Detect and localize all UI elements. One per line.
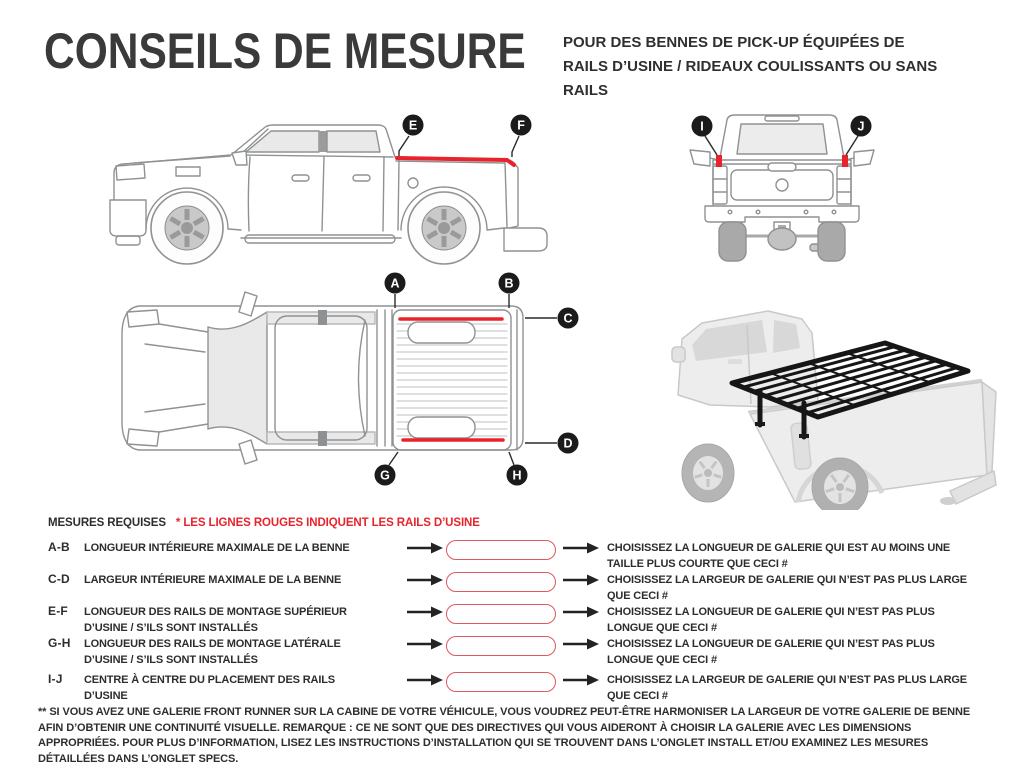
marker-c	[558, 308, 579, 329]
svg-text:C: C	[563, 311, 573, 326]
measure-instruction: CHOISISSEZ LA LONGUEUR DE GALERIE QUI EST AU MOINS UNE TAILLE PLUS COURTE QUE CECI #	[607, 542, 951, 570]
svg-text:F: F	[517, 118, 525, 133]
measurement-input-ab[interactable]	[446, 540, 556, 560]
arrow-right-icon	[562, 674, 600, 686]
arrow-right-icon	[406, 542, 444, 554]
arrow-right-icon	[562, 638, 600, 650]
arrow-right-icon	[562, 574, 600, 586]
marker-d	[558, 433, 579, 454]
measures-heading-row	[0, 517, 1024, 529]
svg-text:B: B	[504, 276, 514, 291]
measures-rows	[0, 540, 1024, 704]
measure-instruction: CHOISISSEZ LA LONGUEUR DE GALERIE QUI N’EST PAS PLUS LONGUE QUE CECI #	[607, 606, 935, 634]
bed-rack-photo	[650, 295, 1000, 510]
footnote: ** SI VOUS AVEZ UNE GALERIE FRONT RUNNER SUR LA CABINE DE VOTRE VÉHICULE, VOUS VOUDREZ PEUT-ÊTRE HARMONISER LA LARGEUR DE VOTRE GALERIE DE BENNE AFIN D’OBTENIR UNE CONTINUITÉ VISUELLE. REMARQUE : CE NE SONT QUE DES DIRECTIVES QUI VOUS AIDERONT À CHOISIR LA GALERIE AVEC LES DIMENSIONS APPROPRIÉES. POUR PLUS D’INFORMATION, LISEZ LES INSTRUCTIONS D’INSTALLATION QUI SE TROUVENT DANS L’ONGLET INSTALL ET/OU EXAMINEZ LES MESURES DÉTAILLÉES DANS L’ONGLET SPECS.	[38, 706, 971, 765]
factory-rail-red-mark-left	[716, 155, 722, 167]
svg-text:I: I	[700, 119, 704, 134]
measurement-input-gh[interactable]	[446, 636, 556, 656]
side-view-diagram	[100, 108, 550, 268]
measure-row-ef	[0, 604, 1024, 636]
marker-g	[375, 465, 396, 486]
side-view-wheels	[151, 192, 480, 264]
measure-row-ij	[0, 672, 1024, 704]
arrow-right-icon	[406, 674, 444, 686]
measure-key: C-D	[48, 572, 70, 586]
arrow-right-icon	[406, 606, 444, 618]
measure-key: I-J	[48, 672, 63, 686]
svg-text:J: J	[857, 119, 865, 134]
svg-text:A: A	[390, 276, 400, 291]
measure-key: G-H	[48, 636, 71, 650]
measurement-input-ef[interactable]	[446, 604, 556, 624]
measure-row-ab	[0, 540, 1024, 572]
measure-label: LONGUEUR INTÉRIEURE MAXIMALE DE LA BENNE	[84, 542, 350, 554]
measure-key: A-B	[48, 540, 70, 554]
marker-i	[692, 116, 713, 137]
measure-instruction: CHOISISSEZ LA LARGEUR DE GALERIE QUI N’EST PAS PLUS LARGE QUE CECI #	[607, 674, 967, 702]
factory-rail-red-mark-right	[842, 155, 848, 167]
marker-h	[507, 465, 528, 486]
svg-text:E: E	[408, 118, 418, 133]
measure-label: LARGEUR INTÉRIEURE MAXIMALE DE LA BENNE	[84, 574, 342, 586]
marker-e	[403, 115, 424, 136]
rear-view-diagram	[672, 108, 912, 278]
measure-row-cd	[0, 572, 1024, 604]
arrow-right-icon	[406, 574, 444, 586]
arrow-right-icon	[406, 638, 444, 650]
arrow-right-icon	[562, 542, 600, 554]
measure-row-gh	[0, 636, 1024, 672]
measurement-input-cd[interactable]	[446, 572, 556, 592]
page-subtitle: POUR DES BENNES DE PICK-UP ÉQUIPÉES DE RAILS D’USINE / RIDEAUX COULISSANTS OU SANS RAILS	[563, 34, 938, 99]
page-title: CONSEILS DE MESURE	[44, 23, 526, 79]
marker-f	[511, 115, 532, 136]
measure-instruction: CHOISISSEZ LA LARGEUR DE GALERIE QUI N’EST PAS PLUS LARGE QUE CECI #	[607, 574, 967, 602]
marker-leader-lines	[399, 136, 519, 157]
measure-label: CENTRE À CENTRE DU PLACEMENT DES RAILS D’USINE	[84, 674, 335, 702]
measure-label: LONGUEUR DES RAILS DE MONTAGE LATÉRALE D’USINE / S’ILS SONT INSTALLÉS	[84, 638, 341, 666]
measures-heading: MESURES REQUISES	[48, 517, 166, 529]
marker-b	[499, 273, 520, 294]
measurement-input-ij[interactable]	[446, 672, 556, 692]
top-view-diagram	[115, 272, 585, 492]
svg-text:D: D	[563, 436, 573, 451]
marker-j	[851, 116, 872, 137]
arrow-right-icon	[562, 606, 600, 618]
marker-a	[385, 273, 406, 294]
red-lines-note: * LES LIGNES ROUGES INDIQUENT LES RAILS D’USINE	[175, 517, 480, 529]
measure-instruction: CHOISISSEZ LA LONGUEUR DE GALERIE QUI N’EST PAS PLUS LONGUE QUE CECI #	[607, 638, 935, 666]
svg-text:G: G	[380, 468, 390, 483]
measure-label: LONGUEUR DES RAILS DE MONTAGE SUPÉRIEUR D’USINE / S’ILS SONT INSTALLÉS	[84, 606, 347, 634]
measurements-section	[0, 517, 1024, 704]
svg-text:H: H	[512, 468, 522, 483]
measure-key: E-F	[48, 604, 68, 618]
